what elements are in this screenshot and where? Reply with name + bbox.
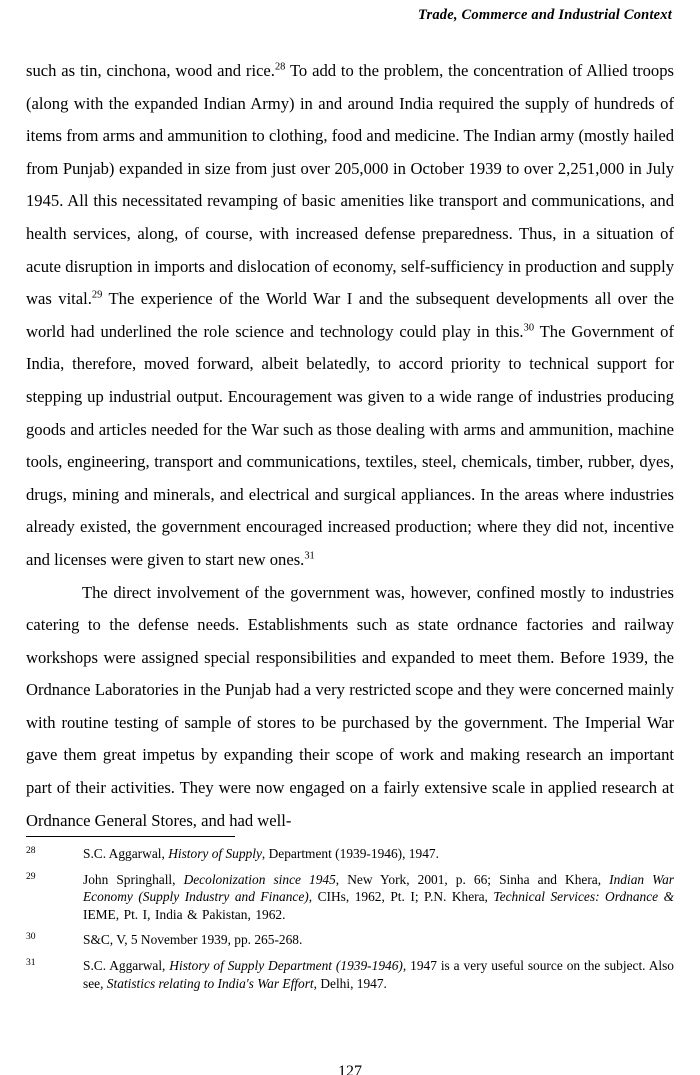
paragraph-continuation [26, 55, 674, 577]
footnote-29-seg-g: IEME, Pt. I, India & Pakistan, 1962. [83, 906, 286, 922]
footnote-31-seg-a: S.C. Aggarwal, [83, 957, 170, 973]
footnote-29-title-1: Decolonization since 1945 [183, 871, 336, 887]
paragraph-1-segment-4: The Government of India, therefore, moved forward, albeit belatedly, to accord priority to technical support for stepping up industrial output. Encouragement was given to a wide range of industries producing goods and articles needed for the War such as those dealing with arms and ammunition, machine tools, engineering, transport and communications, textiles, steel, chemicals, timber, rubber, dyes, drugs, mining and minerals, and electrical and surgical appliances. In the areas where industries already existed, the government encouraged increased production; where they did not, incentive and licenses were given to start new ones. [26, 321, 674, 569]
footnote-31-number: 31 [26, 956, 36, 968]
footnote-28-text [83, 846, 439, 861]
footnote-29-seg-a: John Springhall, [83, 871, 184, 887]
footnote-30 [26, 931, 674, 949]
footnote-31-title-2: Statistics relating to India's War Effort [106, 975, 314, 991]
footnote-area [26, 836, 674, 1000]
footnote-31-text [83, 958, 674, 991]
footnote-30-number: 30 [26, 931, 36, 943]
footnote-28-number: 28 [26, 845, 36, 856]
page-number: 127 [338, 1063, 362, 1075]
footnote-28-seg-c: , Department (1939-1946), 1947. [261, 846, 439, 861]
footnote-29-title-2: Indian War Economy (Supply Industry and Finance) [83, 871, 674, 905]
footnote-29-seg-e: , CIHs, 1962, Pt. I; P.N. Khera, [308, 889, 494, 905]
footnote-ref-29[interactable]: 29 [91, 289, 103, 301]
footnote-ref-30[interactable]: 30 [523, 322, 535, 334]
footnote-29-number: 29 [26, 870, 36, 882]
footnote-31-seg-e: , Delhi, 1947. [313, 975, 387, 991]
footnote-28-title: History of Supply [168, 846, 262, 861]
footnote-30-text: S&C, V, 5 November 1939, pp. 265-268. [83, 932, 303, 948]
footnote-29-seg-c: , New York, 2001, p. 66; Sinha and Khera, [335, 871, 610, 887]
footnote-28 [26, 845, 674, 863]
footnote-31-seg-c: , 1947 is a very useful source on the subject. Also see, [83, 957, 674, 991]
body-text-block [26, 55, 674, 837]
footnote-29-text [83, 872, 674, 922]
footnote-28-seg-a: S.C. Aggarwal, [83, 846, 169, 861]
footnote-ref-28[interactable]: 28 [274, 61, 286, 73]
paragraph-1-segment-2: To add to the problem, the concentration of Allied troops (along with the expanded Indian Army) in and around India required the supply of hundreds of items from arms and ammunition to clothing, food and medicine. The Indian army (mostly hailed from Punjab) expanded in size from just over 205,000 in October 1939 to over 2,251,000 in July 1945. All this necessitated revamping of basic amenities like transport and communications, and health services, along, of course, with increased defense preparedness. Thus, in a situation of acute disruption in imports and dislocation of economy, self-sufficiency in production and supply was vital. [26, 61, 674, 309]
footnote-29-title-3: Technical Services: Ordnance & [493, 889, 675, 905]
running-head: Trade, Commerce and Industrial Context [418, 7, 672, 23]
footnote-31 [26, 957, 674, 992]
paragraph-2: The direct involvement of the government was, however, confined mostly to industries catering to the defense needs. Establishments such as state ordnance factories and railway workshops were assigned special responsibilities and expanded to meet them. Before 1939, the Ordnance Laboratories in the Punjab had a very restricted scope and they were concerned mainly with routine testing of sample of stores to be purchased by the government. The Imperial War gave them great impetus by expanding their scope of work and making research an important part of their activities. They were now engaged on a fairly extensive scale in applied research at Ordnance General Stores, and had well- [26, 582, 674, 830]
paragraph-1-segment-1: such as tin, cinchona, wood and rice. [26, 61, 275, 80]
footnote-separator-rule [26, 836, 235, 837]
footnote-ref-31[interactable]: 31 [304, 550, 315, 562]
paragraph-1-segment-3: The experience of the World War I and the subsequent developments all over the world had underlined the role science and technology could play in this. [26, 289, 674, 341]
footnote-31-title-1: History of Supply Department (1939-1946) [169, 957, 403, 973]
footnote-29 [26, 871, 674, 924]
